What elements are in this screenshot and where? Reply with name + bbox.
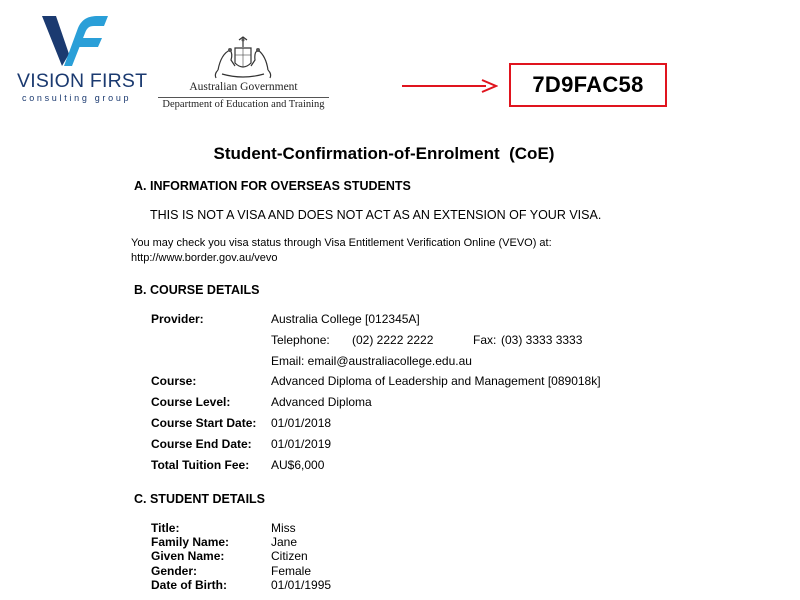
dob-value: 01/01/1995	[271, 578, 332, 592]
family-name-value: Jane	[271, 535, 298, 549]
brand-tagline: consulting group	[22, 93, 132, 103]
title-value: Miss	[271, 521, 296, 535]
section-b-heading: B. COURSE DETAILS	[134, 283, 260, 297]
reference-code: 7D9FAC58	[509, 63, 667, 107]
provider-name: Australia College [012345A]	[271, 312, 420, 326]
visa-notice: THIS IS NOT A VISA AND DOES NOT ACT AS AN EXTENSION OF YOUR VISA.	[150, 208, 602, 222]
department-name: Department of Education and Training	[162, 99, 325, 110]
gender-label: Gender:	[151, 564, 198, 578]
end-date-value: 01/01/2019	[271, 437, 332, 451]
page-title: Student-Confirmation-of-Enrolment (CoE)	[213, 144, 555, 163]
start-date-value: 01/01/2018	[271, 416, 332, 430]
fax-value: (03) 3333 3333	[501, 333, 583, 347]
fax-label: Fax:	[473, 333, 497, 347]
course-level-label: Course Level:	[151, 395, 231, 409]
end-date-label: Course End Date:	[151, 437, 252, 451]
telephone-label: Telephone:	[271, 333, 330, 347]
provider-label: Provider:	[151, 312, 204, 326]
course-label: Course:	[151, 374, 197, 388]
vevo-text: You may check you visa status through Visa Entitlement Verification Online (VEVO) at:	[131, 237, 552, 249]
vision-first-mark-icon	[42, 14, 110, 68]
title-label: Title:	[151, 521, 180, 535]
gender-value: Female	[271, 564, 312, 578]
divider	[158, 97, 329, 98]
arrow-right-icon	[402, 78, 498, 94]
given-name-label: Given Name:	[151, 549, 225, 563]
telephone-value: (02) 2222 2222	[352, 333, 434, 347]
course-level-value: Advanced Diploma	[271, 395, 372, 409]
family-name-label: Family Name:	[151, 535, 230, 549]
brand-name: VISION FIRST	[17, 70, 148, 92]
section-a-heading: A. INFORMATION FOR OVERSEAS STUDENTS	[134, 179, 411, 193]
course-value: Advanced Diploma of Leadership and Management [089018k]	[271, 374, 601, 388]
section-c-heading: C. STUDENT DETAILS	[134, 492, 266, 506]
tuition-fee-value: AU$6,000	[271, 458, 325, 472]
vevo-link[interactable]: http://www.border.gov.au/vevo	[131, 252, 278, 264]
tuition-fee-label: Total Tuition Fee:	[151, 458, 250, 472]
start-date-label: Course Start Date:	[151, 416, 257, 430]
coat-of-arms-icon	[212, 36, 274, 80]
given-name-value: Citizen	[271, 549, 308, 563]
dob-label: Date of Birth:	[151, 578, 227, 592]
provider-email: Email: email@australiacollege.edu.au	[271, 354, 472, 368]
government-name: Australian Government	[189, 81, 298, 93]
